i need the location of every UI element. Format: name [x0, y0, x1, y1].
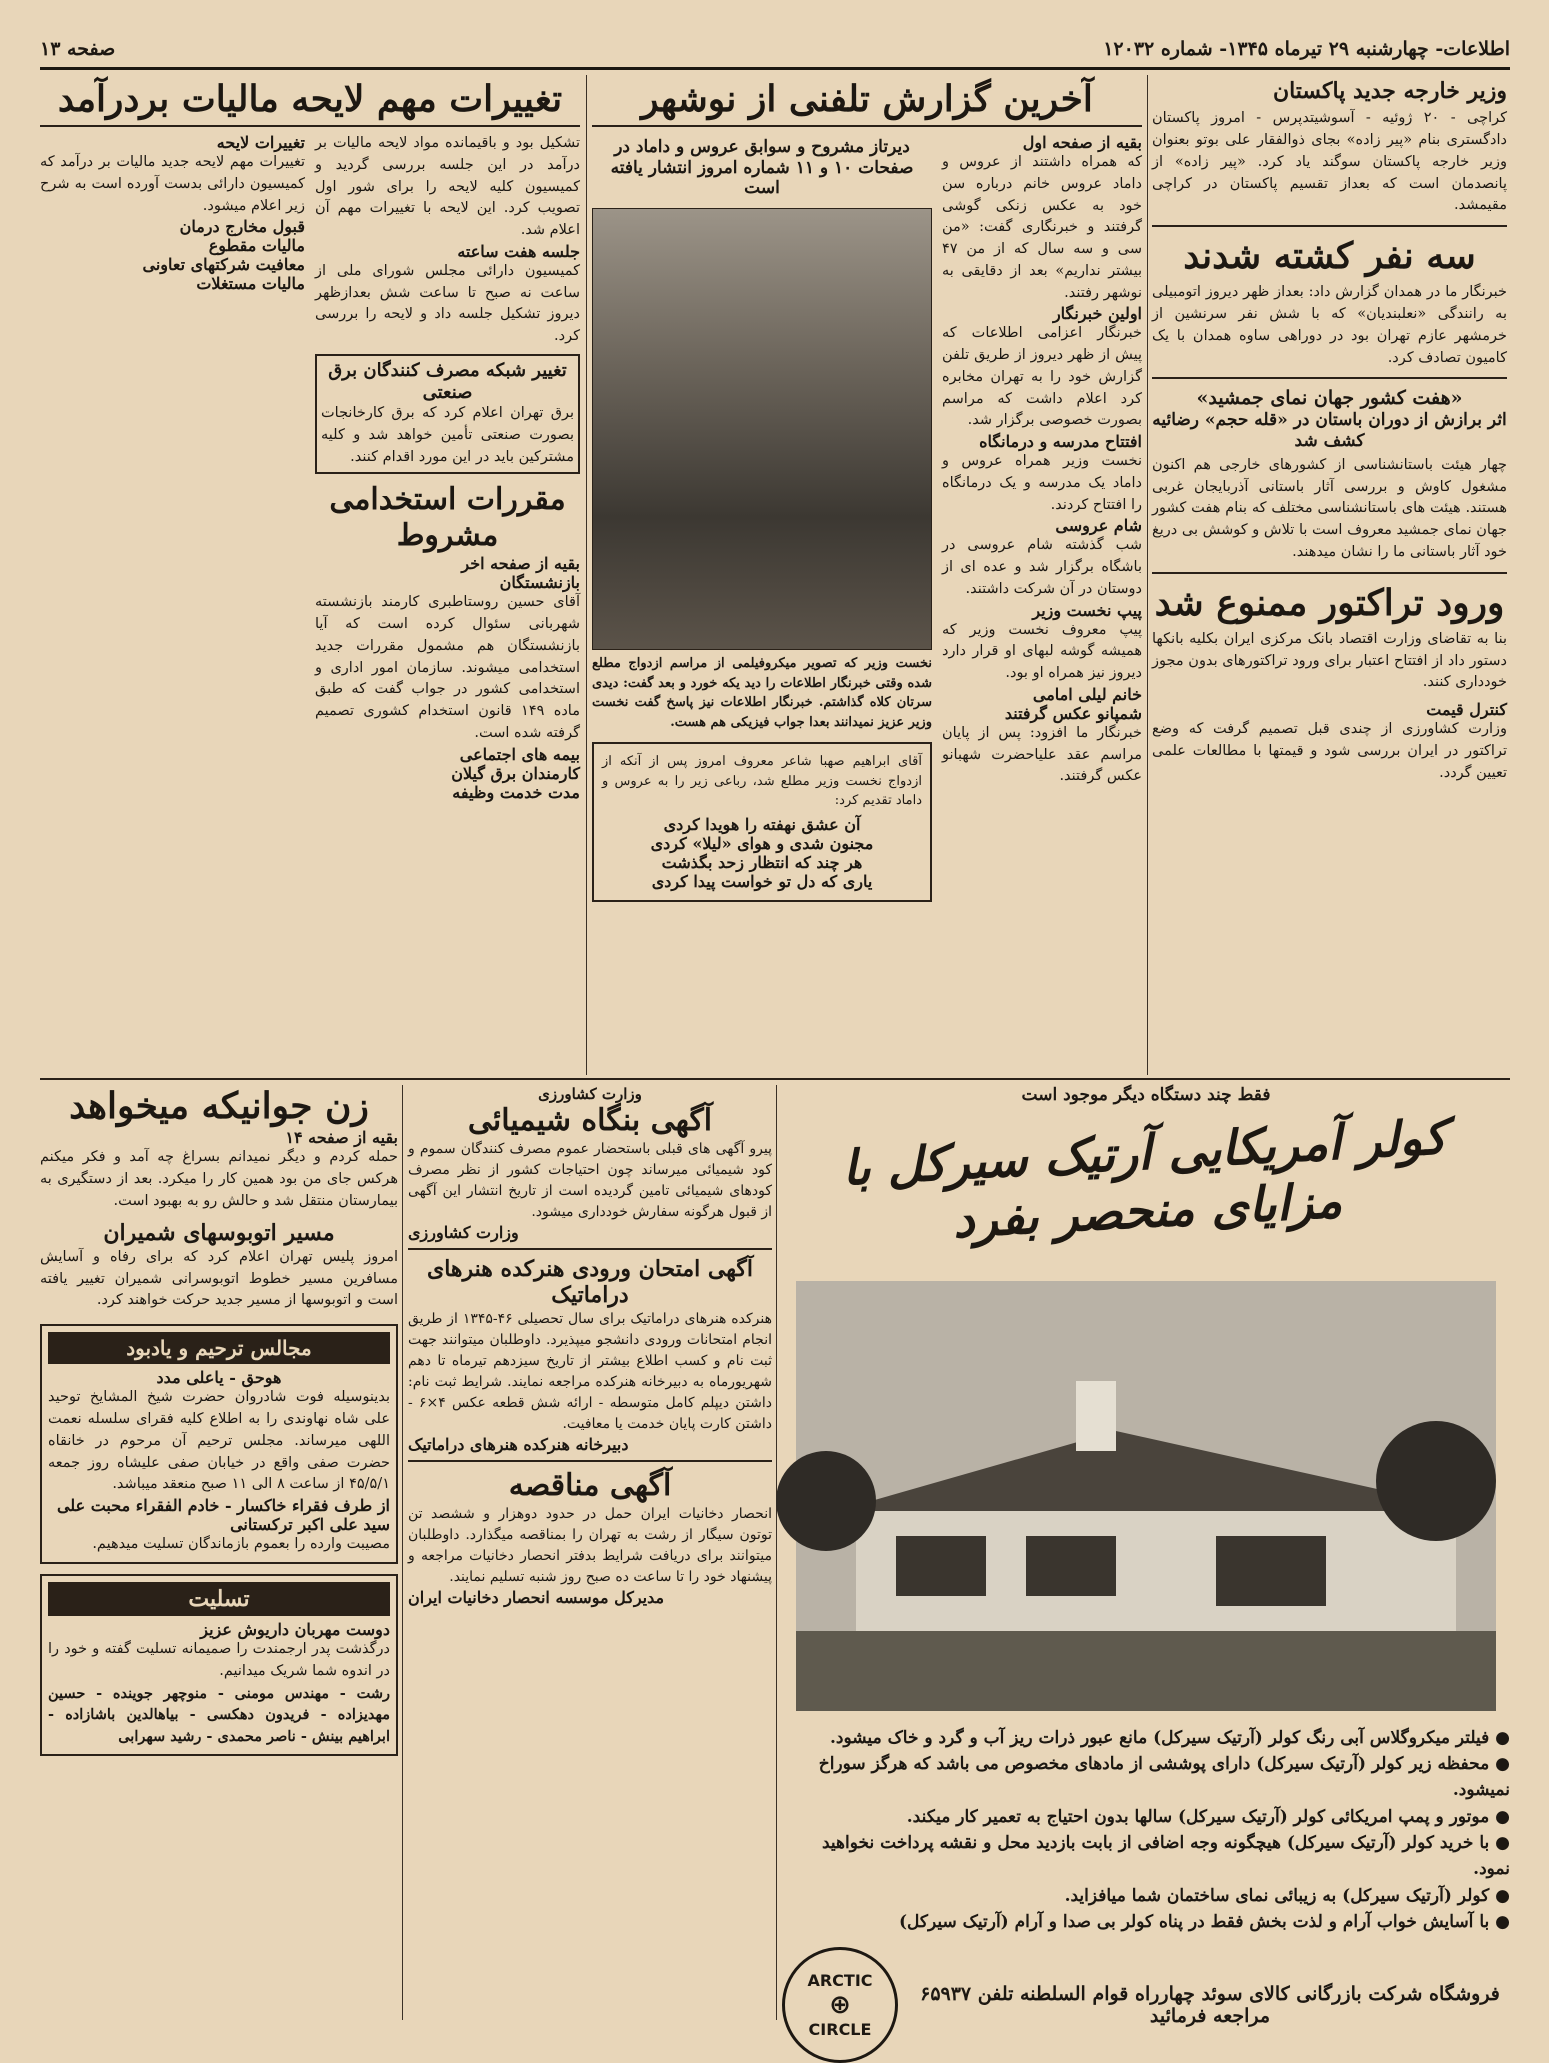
middle-column — [592, 78, 1142, 1073]
article-subheading: بیمه های اجتماعی — [459, 744, 580, 764]
masthead — [40, 30, 1510, 70]
bottom-left-column — [40, 1085, 398, 2020]
section-rule — [40, 1078, 1510, 1080]
logo-text-bottom: CIRCLE — [808, 2020, 872, 2040]
article-subheading: شمپانو عکس گرفتند — [1004, 703, 1142, 723]
ad-title: آگهی مناقصه — [508, 1467, 672, 1503]
article-headline: زن جوانیکه میخواهد — [69, 1085, 369, 1127]
column-rule — [1147, 75, 1148, 1075]
poem-box — [592, 742, 932, 901]
divider — [1152, 377, 1507, 379]
ad-title: آگهی امتحان ورودی هنرکده هنرهای دراماتیک — [426, 1256, 753, 1309]
article-headline: ورود تراکتور ممنوع شد — [1154, 581, 1505, 624]
memorial-body: بدینوسیله فوت شادروان حضرت شیخ المشایخ توحید علی شاه نهاوندی را به اطلاع کلیه فقرای سلسله نعمت اللهی میرساند. مجلس ترحیم آن مرحوم در خانقاه حضرت صفی واقع در خیابان صفی علیشاه روز جمعه ۴۵/۵/۱ از ساعت ۸ الی ۱۱ صبح منعقد میباشد. — [48, 1389, 390, 1493]
ad-headline: کولر آمریکایی آرتیک سیرکل با مزایای منحصر بفرد — [841, 1109, 1448, 1250]
article-body: بنا به تقاضای وزارت اقتصاد بانک مرکزی ایران بکلیه بانکها دستور داد از افتتاح اعتبار برای ورود تراکتورهای بدون مجوز خودداری کنند. — [1152, 630, 1507, 691]
article-text-column — [315, 133, 580, 801]
condolence-names: رشت - مهندس مومنی - منوچهر جوینده - حسین مهدیزاده - فریدون دهکسی - بیاهالدین باشازاده - ابراهیم بینش - ناصر محمدی - رشید سهرابی — [48, 1684, 390, 1746]
article-subheading: پیپ نخست وزیر — [1032, 600, 1142, 620]
article-body: پیپ معروف نخست وزیر که همیشه گوشه لبهای او قرار دارد دیروز نیز همراه او بود. — [942, 621, 1142, 682]
article-body: خبرنگار ما افزود: پس از پایان مراسم عقد علیاحضرت شهبانو عکس گرفتند. — [942, 724, 1142, 785]
poem-line: آن عشق نهفته را هویدا کردی — [663, 814, 861, 834]
article-body: کمیسیون دارائی مجلس شورای ملی از ساعت نه صبح تا ساعت شش بعدازظهر دیروز تشکیل جلسه داد و لایحه را بررسی کرد. — [315, 262, 580, 345]
memorial-footer: مصیبت وارده را بعموم بازماندگان تسلیت میدهیم. — [92, 1536, 390, 1553]
left-column — [40, 78, 580, 1073]
ad-body: پیرو آگهی های قبلی باستحضار عموم مصرف کنندگان سموم و کود شیمیائی میرساند چون احتیاجات کشور از نظر مصرف کودهای شیمیائی تامین گردیده است از تاریخ انتشار این آگهی از قبول هرگونه سفارش خودداری میشود. — [408, 1141, 772, 1220]
article-subheading: تغییرات لایحه — [216, 133, 305, 153]
inset-headline: تغییر شبکه مصرف کنندگان برق صنعتی — [328, 359, 567, 403]
window — [1026, 1536, 1116, 1596]
ad-title: آگهی بنگاه شیمیائی — [467, 1103, 713, 1138]
divider — [1152, 572, 1507, 574]
box-headline: دیرتاز مشروح و سوابق عروس و داماد در صفحات ۱۰ و ۱۱ شماره امروز انتشار یافته است — [610, 137, 914, 198]
tree — [1376, 1421, 1496, 1541]
memorial-notice — [40, 1324, 398, 1564]
logo-text-top: ARCTIC — [807, 1971, 873, 1991]
article-lead: بقیه از صفحه اول — [1022, 133, 1142, 153]
article-subheading: مالیات مقطوع — [208, 236, 305, 256]
feature-list — [782, 1725, 1510, 1936]
feature-item: ● فیلتر میکروگلاس آبی رنگ کولر (آرتیک سیرکل) مانع عبور ذرات ریز آب و گرد و خاک میشود. — [830, 1727, 1510, 1748]
memorial-title: مجالس ترحیم و یادبود — [48, 1332, 390, 1364]
article-subheading: جلسه هفت ساعته — [457, 241, 580, 261]
article-lead: بقیه از صفحه ۱۴ — [285, 1128, 398, 1148]
article-body: تشکیل بود و باقیمانده مواد لایحه مالیات بر درآمد در این جلسه بررسی گردید و کمیسیون کلیه لایحه را برای شور اول تصویب کرد. این لایحه با تغییرات مهم آن اعلام شد. — [315, 135, 580, 239]
cupola — [1076, 1381, 1116, 1451]
feature-item: ● موتور و پمپ امریکائی کولر (آرتیک سیرکل) سالها بدون احتیاج به تعمیر کار میکند. — [906, 1806, 1510, 1827]
ad-body: انحصار دخانیات ایران حمل در حدود دوهزار و ششصد تن توتون سیگار از رشت به تهران را بمناقصه میگذارد. داوطلبان میتوانند برای دریافت شرایط بدفتر انحصار دخانیات مراجعه و پیشنهاد خود را تا ساعت ده صبح روز شنبه تسلیم نمایند. — [408, 1505, 772, 1585]
right-column — [1152, 78, 1507, 1073]
masthead-issue: اطلاعات- چهارشنبه ۲۹ تیرماه ۱۳۴۵- شماره ۱۲۰۳۲ — [1103, 37, 1510, 60]
article-text-column — [40, 133, 305, 801]
inset-body: برق تهران اعلام کرد که برق کارخانجات بصورت صنعتی تأمین خواهد شد و کلیه مشترکین باید در این مورد اقدام کنند. — [321, 405, 574, 465]
ad-signature: وزارت کشاورزی — [408, 1223, 519, 1242]
article-subheading: قبول مخارج درمان — [179, 217, 305, 237]
column-rule — [776, 1085, 777, 2020]
memorial-line: هوحق - یاعلی مدد — [156, 1368, 282, 1388]
column-rule — [402, 1085, 403, 2020]
feature-item: ● با آسایش خواب آرام و لذت بخش فقط در پناه کولر بی صدا و آرام (آرتیک سیرکل) — [898, 1911, 1510, 1932]
article-body: آقای حسین روستاطبری کارمند بازنشسته شهربانی سئوال کرده است که آیا بازنشستگان هم مشمول مقررات جدید استخدامی میشوند. سازمان امور اداری و استخدامی کشور در جواب گفت که طبق ماده ۱۴۹ قانون استخدام کشوری تصمیم گرفته شده است. — [315, 594, 580, 741]
article-body: وزارت کشاورزی از چندی قبل تصمیم گرفت که وضع تراکتور در ایران بررسی شود و قیمتها با مطالعات علمی تعیین گردد. — [1152, 721, 1507, 781]
divider — [408, 1248, 772, 1250]
feature-item: ● کولر (آرتیک سیرکل) به زیبائی نمای ساختمان شما میافزاید. — [1064, 1885, 1510, 1906]
ad-body: هنرکده هنرهای دراماتیک برای سال تحصیلی ۴۶-۱۳۴۵ از طریق انجام امتحانات ورودی دانشجو میپذیرد. داوطلبان میتوانند جهت ثبت نام و کسب اطلاع بیشتر از تاریخ سیزدهم تیرماه تا دهم شهریورماه به دبیرخانه هنرکده مراجعه نمایند. شرایط ثبت نام: داشتن دیپلم کامل متوسطه - ارائه شش قطعه عکس ۴×۶ - داشتن کارت پایان خدمت یا معافیت. — [408, 1310, 772, 1432]
feature-item: ● محفظه زیر کولر (آرتیک سیرکل) دارای پوششی از مادهای مخصوص می باشد که هرگز سوراخ نمیشود. — [818, 1753, 1510, 1801]
poem-line: مجنون شدی و هوای «لیلا» کردی — [650, 834, 874, 854]
article-subheading: مالیات مستغلات — [196, 274, 305, 294]
arctic-circle-logo — [782, 1947, 898, 2063]
article-subheading: کنترل قیمت — [1426, 700, 1507, 720]
ad-top-line: فقط چند دستگاه دیگر موجود است — [1021, 1085, 1271, 1105]
article-headline: آخرین گزارش تلفنی از نوشهر — [592, 78, 1142, 127]
arctic-circle-ad — [782, 1085, 1510, 2040]
article-headline: مسیر اتوبوسهای شمیران — [103, 1220, 335, 1247]
article-body: نخست وزیر همراه عروس و داماد یک مدرسه و یک درمانگاه را افتتاح کردند. — [942, 453, 1142, 513]
condolence-line: دوست مهربان داریوش عزیز — [200, 1620, 390, 1640]
window — [1216, 1536, 1326, 1606]
article-subheading: افتتاح مدرسه و درمانگاه — [979, 432, 1142, 452]
condolence-notice — [40, 1574, 398, 1756]
photo-caption: نخست وزیر که تصویر میکروفیلمی از مراسم ازدواج مطلع شده وقتی خبرنگار اطلاعات را دید یکه خورد و بعد گفت: دیدی سرتان کلاه گذاشتم. خبرنگار اطلاعات نیز پاسخ گفت نخست وزیر عزیز نمیدانند بعدا جواب فیزیکی هم هست. — [592, 656, 932, 730]
house-photo — [796, 1281, 1496, 1711]
ad-ministry: وزارت کشاورزی — [538, 1085, 642, 1103]
poem-line: یاری که دل تو خواست پیدا کردی — [651, 872, 873, 892]
article-body: چهار هیئت باستانشناسی از کشورهای خارجی هم اکنون مشغول کاوش و بررسی آثار باستانی آذربایجان غربی هستند. هیئت های باستانشناسی مختلف که بنام هفت کشور جهان نمای جمشید معروف است با تلاش و کوشش بی دریغ خود آثار باستانی ما را نشان میدهند. — [1152, 456, 1507, 560]
article-body: شب گذشته شام عروسی در باشگاه برگزار شد و عده ای از دوستان در آن شرکت داشتند. — [942, 537, 1142, 597]
ad-footer — [782, 1947, 1510, 2063]
article-body: خبرنگار اعزامی اطلاعات که پیش از ظهر دیروز از طریق تلفن گزارش خود را به تهران مخابره کرد اعلام داشت که مراسم بصورت خصوصی برگزار شد. — [942, 325, 1142, 429]
article-subheading: بازنشستگان — [499, 573, 580, 593]
article-headline: وزیر خارجه جدید پاکستان — [1272, 78, 1507, 104]
memorial-signature: سید علی اکبر ترکستانی — [230, 1515, 390, 1535]
article-lead: بقیه از صفحه اخر — [461, 554, 580, 574]
article-body: تغییرات مهم لایحه جدید مالیات بر درآمد که کمیسیون دارائی بدست آورده است به شرح زیر اعلام میشود. — [40, 154, 305, 214]
article-subheading: مدت خدمت وظیفه — [452, 782, 580, 802]
article-body: که همراه داشتند از عروس و داماد عروس خانم درباره سن خود به عکس زنکی گوشی گرفتند و خبرنگاری گفت: «من سی و سه سال که از من ۴۷ بیشتر نداریم» بعد از دقایقی به نوشهر رفتند. — [942, 154, 1142, 301]
store-address: فروشگاه شرکت بازرگانی کالای سوئد چهارراه قوام السلطنه تلفن ۶۵۹۳۷ مراجعه فرمائید — [920, 1982, 1500, 2028]
article-subheadline: اثر برازش از دوران باستان در «قله حجم» رضائیه کشف شد — [1152, 410, 1507, 451]
divider — [408, 1460, 772, 1462]
page-number: صفحه ۱۳ — [40, 37, 116, 60]
article-subheading: اولین خبرنگار — [1052, 304, 1142, 324]
article-headline: تغییرات مهم لایحه مالیات بردرآمد — [40, 78, 580, 127]
article-subheading: شام عروسی — [1055, 516, 1142, 536]
article-media-column — [592, 133, 932, 1073]
column-rule — [586, 75, 587, 1075]
news-photo — [592, 208, 932, 650]
globe-icon: ⊕ — [829, 1990, 851, 2021]
feature-item: ● با خرید کولر (آرتیک سیرکل) هیچگونه وجه اضافی از بابت بازدید محل و نقشه پرداخت نخواهید نمود. — [821, 1832, 1510, 1880]
article-body: امروز پلیس تهران اعلام کرد که برای رفاه و آسایش مسافرین مسیر خطوط اتوبوسرانی شمیران تغییر یافته است و اتوبوسها از مسیر جدید حرکت خواهند کرد. — [40, 1248, 398, 1309]
inset-box — [315, 354, 580, 474]
article-headline: سه نفر کشته شدند — [1183, 235, 1476, 278]
ad-signature: مدیرکل موسسه انحصار دخانیات ایران — [408, 1587, 665, 1607]
article-subheading: کارمندان برق گیلان — [451, 763, 580, 783]
tree — [776, 1451, 876, 1551]
article-text-column — [942, 133, 1142, 1073]
article-headline: مقررات استخدامی مشروط — [329, 482, 566, 554]
ad-signature: دبیرخانه هنرکده هنرهای دراماتیک — [408, 1434, 629, 1454]
article-body: کراچی - ۲۰ ژوئیه - آسوشیتدپرس - امروز پاکستان دادگستری بنام «پیر زاده» بجای ذوالفقار علی بوتو بعنوان وزیر خارجه پاکستان سوگند یاد کرد. «پیر زاده» از پانصدمان است که بعداز تقسیم پاکستان در کراچی مقیمشد. — [1152, 110, 1507, 214]
article-body: خبرنگار ما در همدان گزارش داد: بعداز ظهر دیروز اتومبیلی به رانندگی «نعلبندیان» که با شش نفر سرنشین از خرمشهر عازم تهران بود در دوراهی ساوه همدان با یک کامیون تصادف کرد. — [1152, 284, 1507, 366]
condolence-title: تسلیت — [48, 1582, 390, 1616]
article-subheading: معافیت شرکتهای تعاونی — [142, 255, 305, 275]
poem-intro: آقای ابراهیم صهبا شاعر معروف امروز پس از آنکه از ازدواج نخست وزیر مطلع شد، رباعی زیر را به عروس و داماد تقدیم کرد: — [602, 754, 922, 809]
article-subheadline: «هفت کشور جهان نمای جمشید» — [1196, 387, 1463, 410]
article-body: حمله کردم و دیگر نمیدانم بسراغ چه آمد و فکر میکنم هرکس جای من بود همین کار را میکرد. بعد از دستگیری به بیمارستان منتقل شد و حالش رو به بهبود است. — [40, 1149, 398, 1209]
poem-line: هر چند که انتظار زحد بگذشت — [661, 853, 863, 873]
memorial-signature: از طرف فقراء خاکسار - خادم الفقراء محبت علی — [56, 1496, 390, 1516]
article-subheading: خانم لیلی امامی — [1032, 684, 1142, 704]
condolence-body: درگذشت پدر ارجمندت را صمیمانه تسلیت گفته و خود را در اندوه شما شریک میدانیم. — [48, 1641, 390, 1679]
window — [896, 1536, 986, 1596]
lawn — [796, 1631, 1496, 1711]
divider — [1152, 225, 1507, 227]
ads-column — [408, 1085, 772, 2020]
